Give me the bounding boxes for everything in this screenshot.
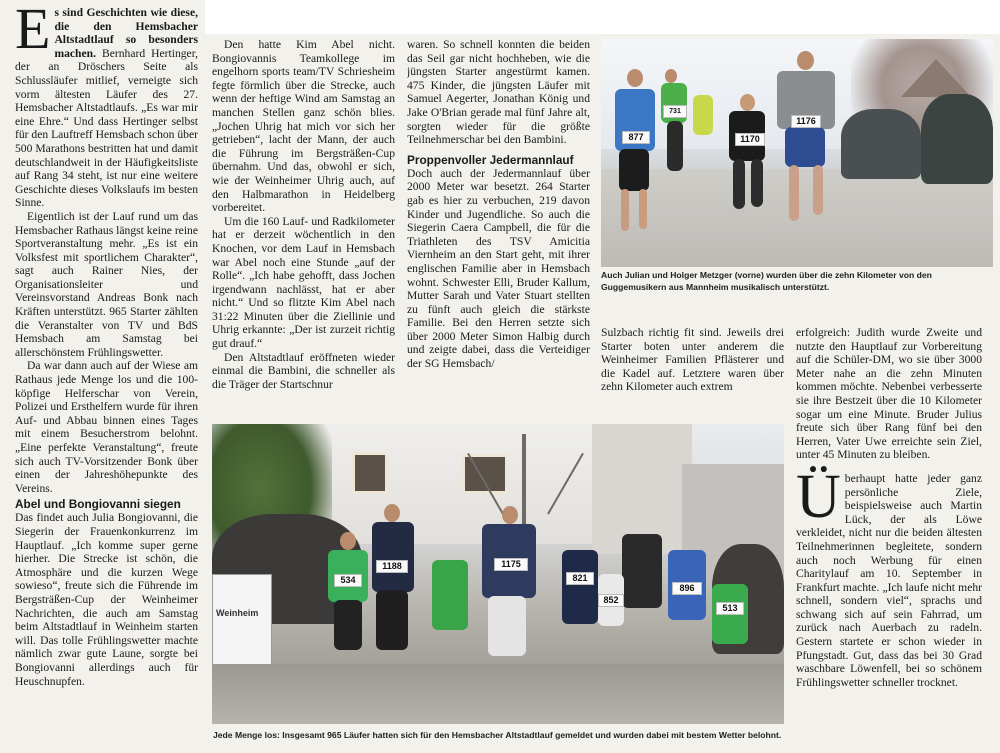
paragraph: Doch auch der Jedermannlauf über 2000 Meter war besetzt. 264 Starter gab es hier zu verbuchen, 219 davon Kinder und Jugendliche. So auch die Siegerin Caera Campbell, die für die Triathleten des TSV Amicitia Viernheim an den Start geht, mit ihrer englischen Familie aber in Hemsbach wohnt. Schwester Elli, Bruder Kallum, Mutter Sarah und Vater Stuart stellten zu fünft auch gleich die stärkste Familie. Bei den Herren setzte sich über 2000 Meter Simon Halbig durch und zeigte dabei, dass die Verteidiger der SG Hemsbach/ bbox=[407, 166, 590, 371]
bib-number: 1176 bbox=[791, 115, 821, 128]
paragraph: Den Altstadtlauf eröffneten wieder einmal die Bambini, die schneller als die Träger der Startschnur bbox=[212, 350, 395, 391]
article-column-4 bbox=[796, 326, 982, 748]
photo-runners-metzger bbox=[601, 39, 993, 267]
paragraph bbox=[15, 6, 198, 210]
section-heading: Abel und Bongiovanni siegen bbox=[15, 497, 181, 512]
bib-number: 821 bbox=[566, 572, 594, 585]
section-heading: Proppenvoller Jedermannlauf bbox=[407, 152, 574, 167]
paragraph-text: berhaupt hatte jeder ganz persönliche Ziele, beispielsweise auch Martin Lück, der als Löwe verkleidet, nicht nur die beiden ältesten Teilnehmerinnen begleitete, sondern auch noch Werbung für einen Charitylauf am 10. September in Frankfurt machte. „Ich laufe nicht mehr schnell, sondern viel“, sprachs und schwang sich auf sein Fahrrad, um zurück nach Auerbach zu radeln. Gestern startete er schon wieder in Pfungstadt. Gut, dass das bei 30 Grad waschbare Löwenfell, bei so schönem Frühlingswetter schneller trocknet. bbox=[796, 471, 982, 689]
article-column-3 bbox=[407, 38, 590, 422]
paragraph: Da war dann auch auf der Wiese am Rathaus jede Menge los und die 100-köpfige Helferschar von Verein, Polizei und Ersthelfern wurde für ihren Auf- und Abbau binnen eines Tages mit einem Besucherstrom belohnt. „Eine perfekte Veranstaltung“, freute sich auch TV-Vorsitzender Bonk über einen der Jahreshöhepunkte des Vereins. bbox=[15, 359, 198, 495]
bib-number: 513 bbox=[716, 602, 744, 615]
bib-number: 1175 bbox=[494, 558, 528, 571]
paragraph: Den hatte Kim Abel nicht. Bongiovannis Teamkollege im engelhorn sports team/TV Schriesheim fegte förmlich über die Strecke, auch wenn der heftige Wind am Samstag an manchen Stellen ganz schön blies. „Jochen Uhrig hat mich vor sich her getrieben“, lacht der Mann, der auch die Führung im Bergsträßen-Cup übernahm. Und das, obwohl er sich, wie der Weinheimer Uhrig auch, auf den Halbmarathon in Heidelberg vorbereitet. bbox=[212, 38, 395, 215]
paragraph: Sulzbach richtig fit sind. Jeweils drei Starter boten unter anderem die Weinheimer Familien Pflästerer und die Kadel auf. Letztere waren über zehn Kilometer auch extrem bbox=[601, 326, 784, 394]
paragraph: erfolgreich: Judith wurde Zweite und nutzte den Hauptlauf zur Vorbereitung auf die Schüler-DM, wo sie über 3000 Meter nahe an die zehn Minuten kommen möchte. Nebenbei verbesserte sie ihre Bestzeit über die 10 Kilometer sogar um eine Minute. Bruder Julius freute sich über Rang fünf bei den Herren, Vater Uwe erreichte sein Ziel, unter 45 Minuten zu bleiben. bbox=[796, 326, 982, 462]
article-column-2 bbox=[212, 38, 395, 422]
article-column-1 bbox=[15, 6, 198, 746]
bib-number: 1188 bbox=[376, 560, 408, 573]
banner-text: Weinheim bbox=[216, 608, 259, 618]
page-background bbox=[205, 0, 1000, 34]
drop-cap: E bbox=[15, 6, 51, 61]
bib-number: 877 bbox=[622, 131, 650, 144]
paragraph: waren. So schnell konnten die beiden das Seil gar nicht hochheben, wie die jüngsten Starter angestürmt kamen. 475 Kinder, die jüngsten Läufer mit Samuel Aegerter, Jonathan König und Jake O'Brian gerade mal fünf Jahre alt, sorgten wieder für die größte Teilnehmerschar bei den Bambini. bbox=[407, 38, 590, 147]
bib-number: 534 bbox=[334, 574, 362, 587]
paragraph: Eigentlich ist der Lauf rund um das Hemsbacher Rathaus längst keine reine Sportveranstaltung mehr. „Es ist ein Volksfest mit sportlichem Charakter“, sagt auch Rainer Nies, der Organisationsleiter und Vereinsvorstand Andreas Bonk nach Kräften unterstützt. 965 Starter zählten die Veranstalter von TV und BdS Hemsbach am Samstag bei allerschönstem Frühlingswetter. bbox=[15, 209, 198, 359]
bib-number: 896 bbox=[672, 582, 702, 595]
paragraph-text: Bernhard Hertinger, der an Dröschers Seite als Schlussläufer mitlief, verneigte sich vorm ältesten Läufer des 27. Hemsbacher Altstadtlaufs. „Es war mir eine Ehre.“ Und dass Hertinger selbst für den Lauftreff Hemsbach schon über 500 Marathons bestritten hat und damit deutschlandweit in der Häufigkeitsliste auf Rang 34 steht, ist nur eine weitere Geschichte dieses Volkslaufs im besten Sinne. bbox=[15, 46, 198, 210]
paragraph: Das findet auch Julia Bongiovanni, die Siegerin der Frauenkonkurrenz im Hauptlauf. „Ich komme super gerne hierher. Die Strecke ist schön, die Atmosphäre und die kurzen Wege sowieso“, freute sich die Führende im Bergsträßen-Cup der Weinheimer Nachrichten, die auch am Samstag beim Altstadtlauf in Weinheim starten will. Das tolle Frühlingswetter machte nämlich zwar gute Laune, sorgte bei Bongiovanni allerdings auch für Heuschnupfen. bbox=[15, 511, 198, 688]
photo-caption: Auch Julian und Holger Metzger (vorne) wurden über die zehn Kilometer von den Guggemusikern aus Mannheim musikalisch unterstützt. bbox=[601, 270, 932, 292]
drop-cap: Ü bbox=[796, 462, 841, 531]
bib-number: 1170 bbox=[735, 133, 765, 146]
paragraph bbox=[796, 462, 982, 690]
bib-number: 731 bbox=[663, 105, 687, 118]
lead-text: s sind Geschichten wie diese, die den Hemsbacher Altstadtlauf so besonders machen. bbox=[54, 6, 198, 60]
photo-caption: Jede Menge los: Insgesamt 965 Läufer hatten sich für den Hemsbacher Altstadtlauf gemeldet und wurden dabei mit bestem Wetter belohnt. bbox=[213, 730, 782, 740]
article-column-3b bbox=[601, 326, 784, 422]
bib-number: 852 bbox=[598, 594, 624, 607]
paragraph: Um die 160 Lauf- und Radkilometer hat er derzeit wöchentlich in den Knochen, vor dem Lauf in Hemsbach war Abel noch eine Stunde „auf der Rolle“. „Ich habe gehofft, dass Jochen irgendwann nachlässt, hat er aber nicht.“ Und so flitzte Kim Abel nach 31:22 Minuten über die Ziellinie und Uhrig erkannte: „Der ist zurzeit richtig gut drauf.“ bbox=[212, 214, 395, 351]
photo-race-start bbox=[212, 424, 784, 724]
